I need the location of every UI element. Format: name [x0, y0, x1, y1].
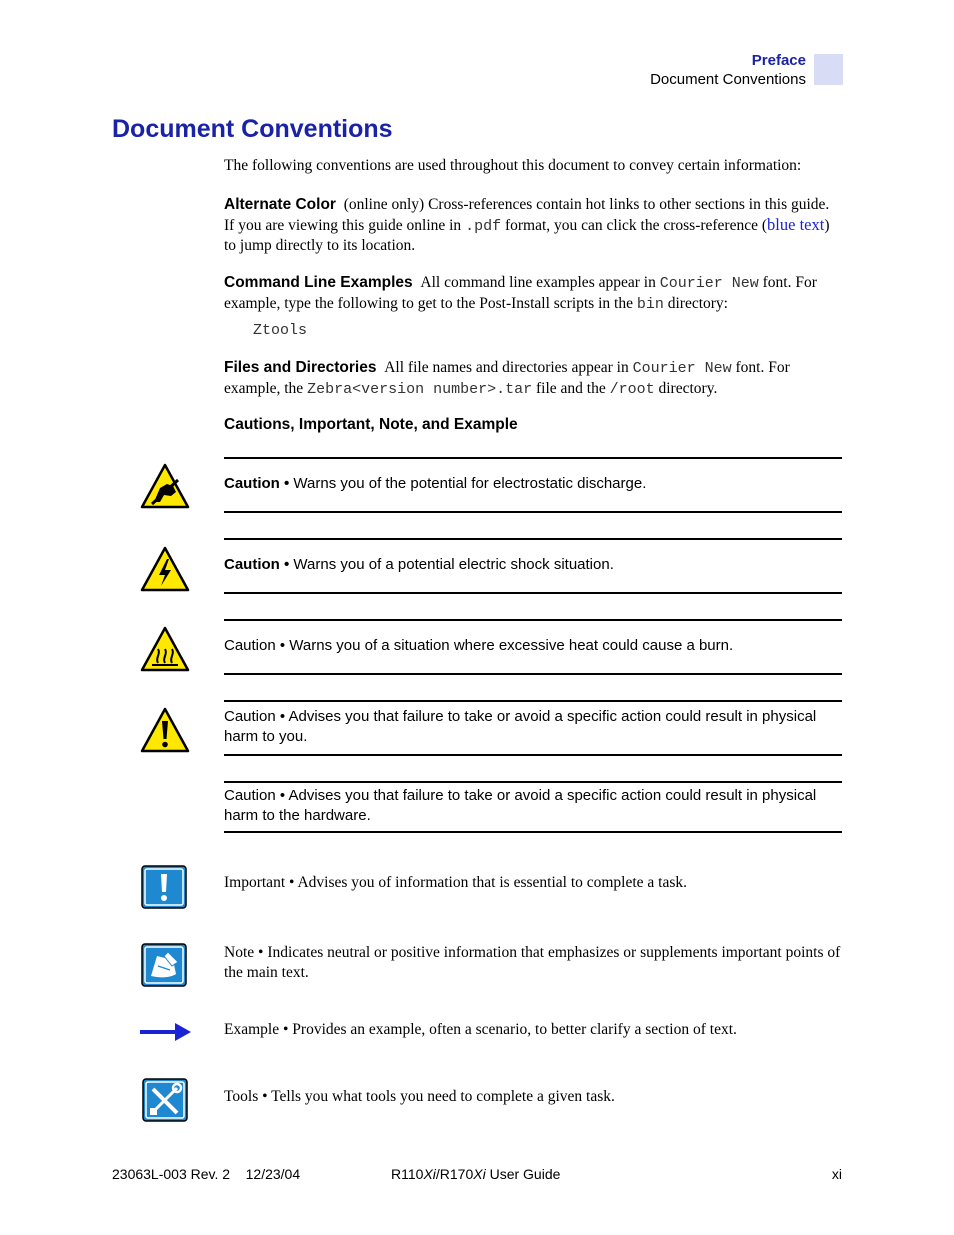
command-line-heading: Command Line Examples	[224, 274, 413, 291]
notice-label: Caution	[224, 637, 276, 654]
footer-guide-suffix-1: Xi	[423, 1166, 436, 1182]
alternate-color-paragraph	[224, 195, 842, 256]
notice-body: Indicates neutral or positive information that emphasizes or supplements important points of the main text.	[224, 944, 841, 981]
header-tab-marker	[814, 54, 843, 85]
footer-guide-label: User Guide	[485, 1166, 561, 1182]
page-title: Document Conventions	[112, 115, 393, 143]
courier-new-code: Courier New	[632, 360, 732, 377]
notice-label: Note	[224, 944, 255, 961]
footer-doc-number: 23063L-003 Rev. 2	[112, 1166, 231, 1182]
notice-rule-bottom	[224, 511, 842, 513]
command-line-text-3: directory:	[663, 294, 728, 312]
footer-guide-title	[391, 1166, 560, 1182]
notice-separator: •	[285, 874, 298, 891]
files-directories-text-4: directory.	[654, 379, 718, 397]
electrostatic-discharge-icon	[140, 462, 190, 510]
notice-body: Advises you of information that is essential to complete a task.	[297, 874, 688, 891]
notice-label: Caution	[224, 475, 280, 492]
notice-label: Important	[224, 874, 286, 891]
notice-label: Tools	[224, 1088, 259, 1105]
notice-separator: •	[279, 475, 294, 492]
notice-body: Warns you of a potential electric shock situation.	[293, 556, 614, 573]
notice-body: Tells you what tools you need to complete a given task.	[271, 1088, 615, 1105]
notice-rule-bottom	[224, 673, 842, 675]
command-line-text-1: All command line examples appear in	[420, 274, 660, 291]
tools-icon	[141, 1077, 189, 1123]
note-text	[224, 943, 842, 982]
notice-body: Warns you of a situation where excessive heat could cause a burn.	[289, 637, 734, 654]
notice-separator: •	[258, 1088, 272, 1105]
footer-page-number: xi	[831, 1166, 842, 1182]
alternate-color-text-2: format, you can click the cross-reference (	[501, 216, 768, 234]
notice-rule-bottom	[224, 592, 842, 594]
footer-guide-model-2: /R170	[435, 1166, 474, 1182]
notice-rule-bottom	[224, 831, 842, 833]
notice-text	[224, 786, 842, 825]
root-dir-code: /root	[609, 380, 655, 398]
courier-new-code: Courier New	[659, 275, 759, 292]
hot-surface-icon	[140, 625, 190, 673]
command-example: Ztools	[253, 322, 308, 339]
command-line-paragraph	[224, 273, 842, 314]
warning-exclamation-icon	[140, 706, 190, 754]
example-arrow-icon	[139, 1022, 192, 1042]
notice-separator: •	[275, 708, 289, 725]
notice-text	[224, 636, 842, 656]
command-line-text-2: font. For example, type the following to get to the Post-Install scripts in the	[224, 274, 817, 312]
notice-body: Advises you that failure to take or avoid a specific action could result in physical harm to you.	[224, 708, 817, 745]
tools-text	[224, 1087, 842, 1107]
tar-filename-code: Zebra<version number>.tar	[307, 380, 533, 398]
alternate-color-text-3: ) to jump directly to its location.	[224, 216, 830, 254]
bin-code: bin	[636, 295, 664, 313]
notice-label: Caution	[224, 787, 276, 804]
files-directories-paragraph	[224, 358, 842, 399]
notice-label: Caution	[224, 708, 276, 725]
alternate-color-heading: Alternate Color	[224, 196, 336, 213]
blue-text-link[interactable]: blue text	[767, 214, 825, 234]
notice-separator: •	[279, 556, 294, 573]
notice-rule-top	[224, 700, 842, 702]
notice-body: Advises you that failure to take or avoid a specific action could result in physical harm to the hardware.	[224, 787, 817, 824]
important-icon	[140, 864, 188, 910]
cautions-heading: Cautions, Important, Note, and Example	[224, 416, 518, 433]
notice-text	[224, 707, 842, 746]
notice-separator: •	[275, 787, 289, 804]
footer-doc-info	[112, 1166, 300, 1182]
notice-text	[224, 555, 842, 575]
pdf-code: .pdf	[465, 217, 502, 235]
notice-rule-top	[224, 457, 842, 459]
notice-rule-top	[224, 538, 842, 540]
notice-label: Example	[224, 1021, 280, 1038]
running-header-section: Preface	[751, 52, 806, 69]
notice-separator: •	[279, 1021, 293, 1038]
notice-text	[224, 474, 842, 494]
notice-body: Warns you of the potential for electrostatic discharge.	[293, 475, 647, 492]
example-text	[224, 1020, 842, 1040]
notice-rule-top	[224, 619, 842, 621]
files-directories-text-1: All file names and directories appear in	[384, 359, 633, 376]
note-icon	[140, 942, 188, 988]
intro-paragraph: The following conventions are used throughout this document to convey certain information:	[224, 157, 802, 174]
notice-label: Caution	[224, 556, 280, 573]
files-directories-heading: Files and Directories	[224, 359, 377, 376]
footer-date: 12/23/04	[245, 1166, 301, 1182]
notice-separator: •	[254, 944, 268, 961]
notice-rule-bottom	[224, 754, 842, 756]
notice-body: Provides an example, often a scenario, to better clarify a section of text.	[292, 1021, 737, 1038]
running-header-subsection: Document Conventions	[650, 71, 806, 88]
notice-rule-top	[224, 781, 842, 783]
alternate-color-text-1: (online only) Cross-references contain hot links to other sections in this guide. If you are viewing this guide online in	[224, 196, 830, 234]
files-directories-text-3: file and the	[532, 379, 610, 397]
electric-shock-icon	[140, 545, 190, 593]
footer-guide-model-1: R110	[391, 1166, 424, 1182]
footer-guide-suffix-2: Xi	[473, 1166, 486, 1182]
files-directories-text-2: font. For example, the	[224, 359, 790, 397]
notice-separator: •	[275, 637, 290, 654]
important-text	[224, 873, 842, 893]
